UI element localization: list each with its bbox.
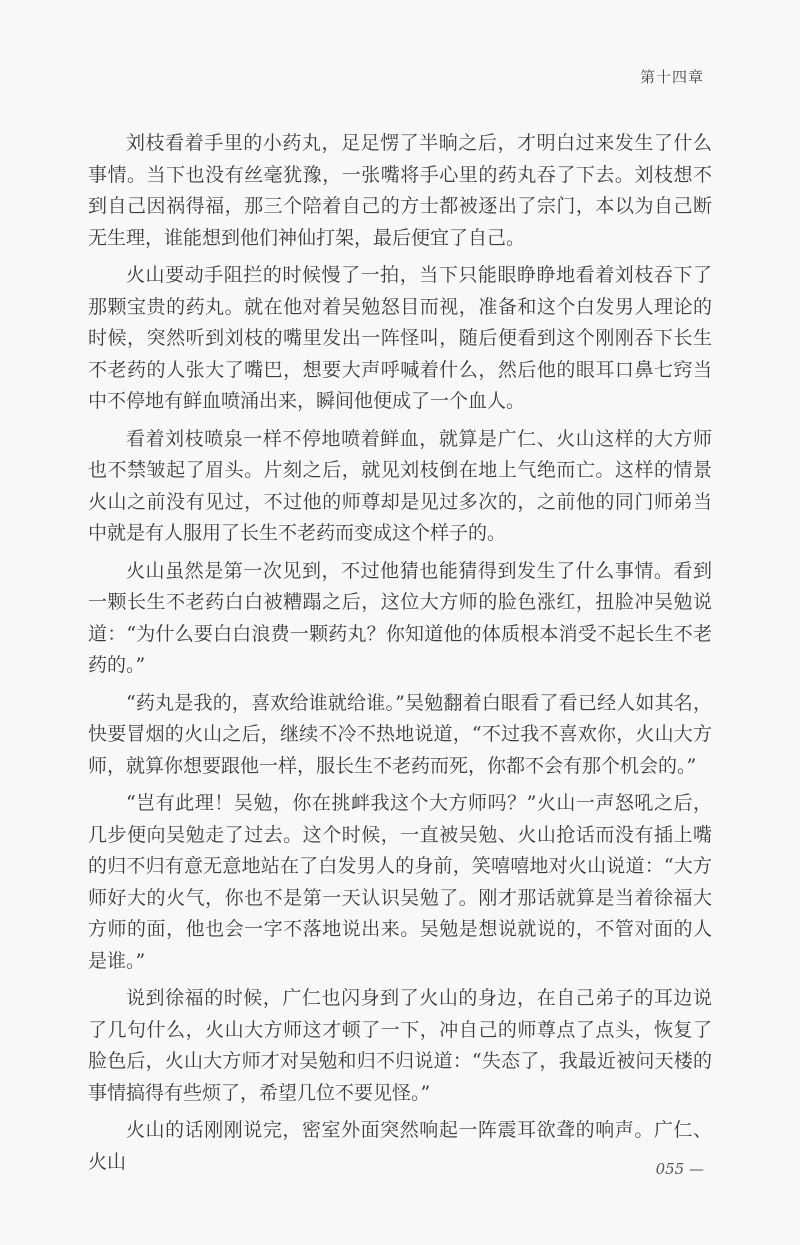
page-body bbox=[88, 128, 712, 1184]
paragraph-4: 火山虽然是第一次见到，不过他猜也能猜得到发生了什么事情。看到一颗长生不老药白白被糟蹋之后，这位大方师的脸色涨红，扭脸冲吴勉说道：“为什么要白白浪费一颗药丸？你知道他的体质根本消受不起长生不老药的。” bbox=[88, 559, 712, 676]
paragraph-7: 说到徐福的时候，广仁也闪身到了火山的身边，在自己弟子的耳边说了几句什么，火山大方师这才顿了一下，冲自己的师尊点了点头，恢复了脸色后，火山大方师才对吴勉和归不归说道：“失态了，我最近被问天楼的事情搞得有些烦了，希望几位不要见怪。” bbox=[88, 987, 712, 1104]
page-number: 055 — bbox=[655, 1160, 704, 1178]
paragraph-2: 火山要动手阻拦的时候慢了一拍，当下只能眼睁睁地看着刘枝吞下了那颗宝贵的药丸。就在他对着吴勉怒目而视，准备和这个白发男人理论的时候，突然听到刘枝的嘴里发出一阵怪叫，随后便看到这个刚刚吞下长生不老药的人张大了嘴巴，想要大声呼喊着什么，然后他的眼耳口鼻七窍当中不停地有鲜血喷涌出来，瞬间他便成了一个血人。 bbox=[88, 264, 712, 412]
paragraph-5: “药丸是我的，喜欢给谁就给谁。”吴勉翻着白眼看了看已经人如其名，快要冒烟的火山之后，继续不冷不热地说道，“不过我不喜欢你，火山大方师，就算你想要跟他一样，服长生不老药而死，你都不会有那个机会的。” bbox=[88, 691, 712, 777]
paragraph-8: 火山的话刚刚说完，密室外面突然响起一阵震耳欲聋的响声。广仁、火山 bbox=[88, 1119, 712, 1173]
chapter-header: 第十四章 bbox=[639, 68, 704, 86]
paragraph-3: 看着刘枝喷泉一样不停地喷着鲜血，就算是广仁、火山这样的大方师也不禁皱起了眉头。片刻之后，就见刘枝倒在地上气绝而亡。这样的情景火山之前没有见过，不过他的师尊却是见过多次的，之前他的同门师弟当中就是有人服用了长生不老药而变成这个样子的。 bbox=[88, 427, 712, 544]
paragraph-1: 刘枝看着手里的小药丸，足足愣了半晌之后，才明白过来发生了什么事情。当下也没有丝毫犹豫，一张嘴将手心里的药丸吞了下去。刘枝想不到自己因祸得福，那三个陪着自己的方士都被逐出了宗门，本以为自己断无生理，谁能想到他们神仙打架，最后便宜了自己。 bbox=[88, 132, 712, 249]
paragraph-6: “岂有此理！吴勉，你在挑衅我这个大方师吗？”火山一声怒吼之后，几步便向吴勉走了过去。这个时候，一直被吴勉、火山抢话而没有插上嘴的归不归有意无意地站在了白发男人的身前，笑嘻嘻地对火山说道：“大方师好大的火气，你也不是第一天认识吴勉了。刚才那话就算是当着徐福大方师的面，他也会一字不落地说出来。吴勉是想说就说的，不管对面的人是谁。” bbox=[88, 792, 712, 972]
